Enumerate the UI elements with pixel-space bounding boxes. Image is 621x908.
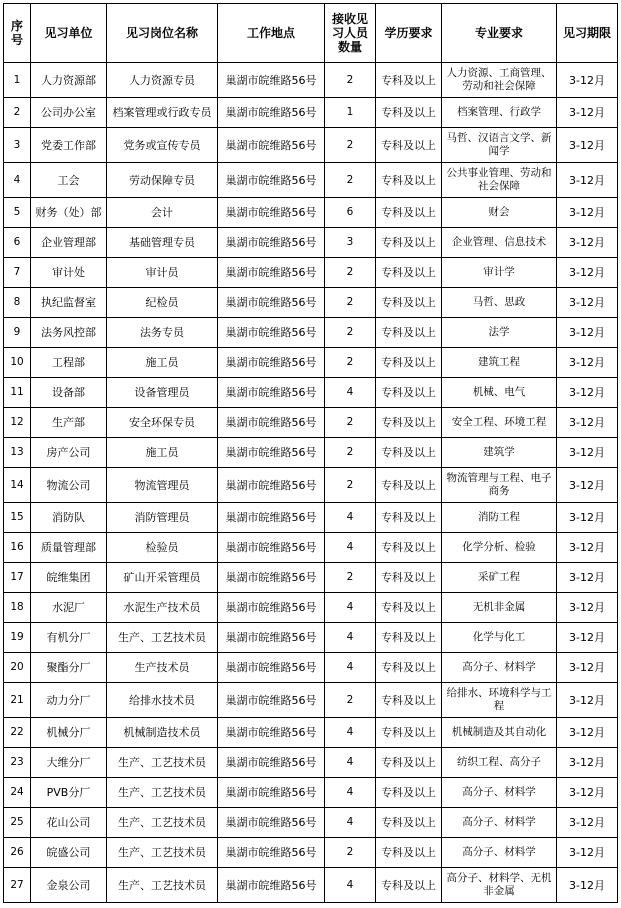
cell-index: 4 <box>4 163 31 198</box>
header-position: 见习岗位名称 <box>107 4 218 63</box>
cell-unit: 皖盛公司 <box>31 838 107 868</box>
cell-location: 巢湖市皖维路56号 <box>218 98 325 128</box>
cell-duration: 3-12月 <box>557 623 618 653</box>
table-row <box>4 748 618 778</box>
cell-duration: 3-12月 <box>557 653 618 683</box>
table-row <box>4 348 618 378</box>
table-row <box>4 778 618 808</box>
cell-quantity: 2 <box>325 408 376 438</box>
cell-duration: 3-12月 <box>557 318 618 348</box>
table-row <box>4 468 618 503</box>
cell-quantity: 4 <box>325 533 376 563</box>
cell-duration: 3-12月 <box>557 748 618 778</box>
cell-education: 专科及以上 <box>376 718 442 748</box>
cell-position: 生产、工艺技术员 <box>107 868 218 903</box>
cell-unit: 审计处 <box>31 258 107 288</box>
cell-location: 巢湖市皖维路56号 <box>218 533 325 563</box>
cell-unit: 机械分厂 <box>31 718 107 748</box>
cell-index: 1 <box>4 63 31 98</box>
table-row <box>4 438 618 468</box>
cell-unit: PVB分厂 <box>31 778 107 808</box>
cell-unit: 财务（处）部 <box>31 198 107 228</box>
cell-position: 人力资源专员 <box>107 63 218 98</box>
cell-major: 马哲、汉语言文学、新闻学 <box>442 128 557 163</box>
cell-position: 纪检员 <box>107 288 218 318</box>
cell-education: 专科及以上 <box>376 593 442 623</box>
cell-quantity: 4 <box>325 748 376 778</box>
cell-duration: 3-12月 <box>557 808 618 838</box>
cell-position: 设备管理员 <box>107 378 218 408</box>
cell-quantity: 4 <box>325 593 376 623</box>
cell-unit: 皖维集团 <box>31 563 107 593</box>
cell-major: 化学分析、检验 <box>442 533 557 563</box>
cell-major: 高分子、材料学 <box>442 808 557 838</box>
cell-duration: 3-12月 <box>557 258 618 288</box>
table-row <box>4 593 618 623</box>
table-row <box>4 653 618 683</box>
cell-index: 9 <box>4 318 31 348</box>
cell-duration: 3-12月 <box>557 348 618 378</box>
cell-major: 企业管理、信息技术 <box>442 228 557 258</box>
cell-location: 巢湖市皖维路56号 <box>218 563 325 593</box>
header-major: 专业要求 <box>442 4 557 63</box>
cell-duration: 3-12月 <box>557 98 618 128</box>
cell-quantity: 4 <box>325 778 376 808</box>
table-row <box>4 838 618 868</box>
table-row <box>4 288 618 318</box>
cell-education: 专科及以上 <box>376 868 442 903</box>
cell-education: 专科及以上 <box>376 63 442 98</box>
cell-position: 生产、工艺技术员 <box>107 623 218 653</box>
cell-education: 专科及以上 <box>376 98 442 128</box>
cell-education: 专科及以上 <box>376 378 442 408</box>
cell-education: 专科及以上 <box>376 653 442 683</box>
cell-index: 13 <box>4 438 31 468</box>
cell-unit: 生产部 <box>31 408 107 438</box>
cell-duration: 3-12月 <box>557 503 618 533</box>
cell-duration: 3-12月 <box>557 378 618 408</box>
cell-index: 3 <box>4 128 31 163</box>
table-row <box>4 718 618 748</box>
cell-index: 7 <box>4 258 31 288</box>
table-row <box>4 533 618 563</box>
cell-index: 22 <box>4 718 31 748</box>
cell-position: 水泥生产技术员 <box>107 593 218 623</box>
cell-major: 审计学 <box>442 258 557 288</box>
cell-location: 巢湖市皖维路56号 <box>218 748 325 778</box>
cell-major: 马哲、思政 <box>442 288 557 318</box>
cell-duration: 3-12月 <box>557 163 618 198</box>
cell-quantity: 4 <box>325 868 376 903</box>
cell-unit: 动力分厂 <box>31 683 107 718</box>
cell-education: 专科及以上 <box>376 468 442 503</box>
header-index: 序号 <box>4 4 31 63</box>
cell-major: 人力资源、工商管理、劳动和社会保障 <box>442 63 557 98</box>
cell-education: 专科及以上 <box>376 563 442 593</box>
cell-education: 专科及以上 <box>376 258 442 288</box>
cell-unit: 执纪监督室 <box>31 288 107 318</box>
cell-index: 25 <box>4 808 31 838</box>
cell-education: 专科及以上 <box>376 163 442 198</box>
cell-index: 5 <box>4 198 31 228</box>
cell-index: 27 <box>4 868 31 903</box>
cell-major: 无机非金属 <box>442 593 557 623</box>
cell-unit: 工会 <box>31 163 107 198</box>
cell-quantity: 2 <box>325 348 376 378</box>
cell-education: 专科及以上 <box>376 408 442 438</box>
header-duration: 见习期限 <box>557 4 618 63</box>
cell-index: 17 <box>4 563 31 593</box>
cell-education: 专科及以上 <box>376 808 442 838</box>
cell-unit: 金泉公司 <box>31 868 107 903</box>
cell-quantity: 4 <box>325 718 376 748</box>
cell-location: 巢湖市皖维路56号 <box>218 228 325 258</box>
cell-duration: 3-12月 <box>557 778 618 808</box>
cell-quantity: 2 <box>325 838 376 868</box>
cell-index: 18 <box>4 593 31 623</box>
cell-duration: 3-12月 <box>557 438 618 468</box>
cell-duration: 3-12月 <box>557 683 618 718</box>
cell-education: 专科及以上 <box>376 623 442 653</box>
cell-education: 专科及以上 <box>376 503 442 533</box>
cell-major: 化学与化工 <box>442 623 557 653</box>
cell-duration: 3-12月 <box>557 288 618 318</box>
cell-duration: 3-12月 <box>557 128 618 163</box>
table-body <box>4 63 618 903</box>
cell-duration: 3-12月 <box>557 868 618 903</box>
cell-major: 建筑学 <box>442 438 557 468</box>
cell-location: 巢湖市皖维路56号 <box>218 683 325 718</box>
header-row <box>4 4 618 63</box>
cell-unit: 企业管理部 <box>31 228 107 258</box>
cell-education: 专科及以上 <box>376 438 442 468</box>
cell-duration: 3-12月 <box>557 718 618 748</box>
cell-position: 矿山开采管理员 <box>107 563 218 593</box>
cell-major: 高分子、材料学、无机非金属 <box>442 868 557 903</box>
cell-position: 生产技术员 <box>107 653 218 683</box>
table-row <box>4 563 618 593</box>
table-row <box>4 98 618 128</box>
cell-location: 巢湖市皖维路56号 <box>218 378 325 408</box>
cell-unit: 消防队 <box>31 503 107 533</box>
cell-education: 专科及以上 <box>376 748 442 778</box>
cell-position: 党务或宣传专员 <box>107 128 218 163</box>
cell-position: 物流管理员 <box>107 468 218 503</box>
cell-unit: 公司办公室 <box>31 98 107 128</box>
cell-position: 基础管理专员 <box>107 228 218 258</box>
cell-location: 巢湖市皖维路56号 <box>218 63 325 98</box>
cell-major: 公共事业管理、劳动和社会保障 <box>442 163 557 198</box>
cell-quantity: 2 <box>325 63 376 98</box>
cell-quantity: 1 <box>325 98 376 128</box>
cell-duration: 3-12月 <box>557 198 618 228</box>
cell-position: 劳动保障专员 <box>107 163 218 198</box>
cell-location: 巢湖市皖维路56号 <box>218 348 325 378</box>
table-row <box>4 623 618 653</box>
cell-duration: 3-12月 <box>557 228 618 258</box>
cell-unit: 设备部 <box>31 378 107 408</box>
cell-location: 巢湖市皖维路56号 <box>218 438 325 468</box>
cell-major: 机械、电气 <box>442 378 557 408</box>
cell-major: 给排水、环境科学与工程 <box>442 683 557 718</box>
cell-index: 24 <box>4 778 31 808</box>
cell-index: 23 <box>4 748 31 778</box>
cell-major: 纺织工程、高分子 <box>442 748 557 778</box>
cell-major: 档案管理、行政学 <box>442 98 557 128</box>
cell-position: 生产、工艺技术员 <box>107 808 218 838</box>
cell-position: 生产、工艺技术员 <box>107 778 218 808</box>
table-row <box>4 258 618 288</box>
cell-unit: 聚酯分厂 <box>31 653 107 683</box>
cell-education: 专科及以上 <box>376 348 442 378</box>
internship-table <box>3 3 618 903</box>
cell-quantity: 4 <box>325 623 376 653</box>
cell-position: 生产、工艺技术员 <box>107 748 218 778</box>
cell-position: 生产、工艺技术员 <box>107 838 218 868</box>
cell-position: 会计 <box>107 198 218 228</box>
cell-unit: 房产公司 <box>31 438 107 468</box>
cell-major: 消防工程 <box>442 503 557 533</box>
cell-position: 检验员 <box>107 533 218 563</box>
cell-unit: 花山公司 <box>31 808 107 838</box>
table-row <box>4 63 618 98</box>
cell-position: 给排水技术员 <box>107 683 218 718</box>
table-row <box>4 868 618 903</box>
cell-index: 10 <box>4 348 31 378</box>
table-row <box>4 378 618 408</box>
cell-position: 施工员 <box>107 348 218 378</box>
cell-position: 施工员 <box>107 438 218 468</box>
table-row <box>4 318 618 348</box>
cell-quantity: 2 <box>325 468 376 503</box>
cell-position: 安全环保专员 <box>107 408 218 438</box>
cell-location: 巢湖市皖维路56号 <box>218 468 325 503</box>
table-row <box>4 408 618 438</box>
cell-major: 法学 <box>442 318 557 348</box>
cell-unit: 工程部 <box>31 348 107 378</box>
cell-location: 巢湖市皖维路56号 <box>218 838 325 868</box>
cell-location: 巢湖市皖维路56号 <box>218 778 325 808</box>
cell-location: 巢湖市皖维路56号 <box>218 318 325 348</box>
cell-location: 巢湖市皖维路56号 <box>218 128 325 163</box>
cell-quantity: 4 <box>325 503 376 533</box>
cell-location: 巢湖市皖维路56号 <box>218 163 325 198</box>
cell-quantity: 2 <box>325 438 376 468</box>
cell-education: 专科及以上 <box>376 318 442 348</box>
cell-major: 高分子、材料学 <box>442 838 557 868</box>
cell-unit: 人力资源部 <box>31 63 107 98</box>
cell-quantity: 3 <box>325 228 376 258</box>
table-row <box>4 808 618 838</box>
cell-location: 巢湖市皖维路56号 <box>218 258 325 288</box>
cell-quantity: 6 <box>325 198 376 228</box>
cell-education: 专科及以上 <box>376 683 442 718</box>
cell-quantity: 2 <box>325 128 376 163</box>
cell-index: 12 <box>4 408 31 438</box>
cell-duration: 3-12月 <box>557 563 618 593</box>
cell-major: 安全工程、环境工程 <box>442 408 557 438</box>
cell-index: 15 <box>4 503 31 533</box>
table-row <box>4 128 618 163</box>
cell-index: 11 <box>4 378 31 408</box>
cell-quantity: 2 <box>325 563 376 593</box>
cell-location: 巢湖市皖维路56号 <box>218 288 325 318</box>
table-row <box>4 198 618 228</box>
header-education: 学历要求 <box>376 4 442 63</box>
cell-major: 高分子、材料学 <box>442 653 557 683</box>
cell-unit: 大维分厂 <box>31 748 107 778</box>
cell-location: 巢湖市皖维路56号 <box>218 808 325 838</box>
cell-unit: 党委工作部 <box>31 128 107 163</box>
cell-position: 档案管理或行政专员 <box>107 98 218 128</box>
cell-quantity: 2 <box>325 318 376 348</box>
header-quantity: 接收见习人员数量 <box>325 4 376 63</box>
cell-duration: 3-12月 <box>557 593 618 623</box>
cell-index: 21 <box>4 683 31 718</box>
cell-major: 机械制造及其自动化 <box>442 718 557 748</box>
cell-unit: 法务风控部 <box>31 318 107 348</box>
cell-location: 巢湖市皖维路56号 <box>218 198 325 228</box>
cell-index: 14 <box>4 468 31 503</box>
cell-location: 巢湖市皖维路56号 <box>218 653 325 683</box>
cell-duration: 3-12月 <box>557 838 618 868</box>
table-row <box>4 503 618 533</box>
cell-quantity: 2 <box>325 258 376 288</box>
cell-location: 巢湖市皖维路56号 <box>218 408 325 438</box>
cell-duration: 3-12月 <box>557 408 618 438</box>
cell-quantity: 2 <box>325 288 376 318</box>
cell-major: 财会 <box>442 198 557 228</box>
cell-quantity: 4 <box>325 653 376 683</box>
cell-duration: 3-12月 <box>557 533 618 563</box>
cell-position: 法务专员 <box>107 318 218 348</box>
cell-quantity: 4 <box>325 378 376 408</box>
cell-education: 专科及以上 <box>376 128 442 163</box>
cell-location: 巢湖市皖维路56号 <box>218 868 325 903</box>
cell-unit: 水泥厂 <box>31 593 107 623</box>
cell-education: 专科及以上 <box>376 288 442 318</box>
cell-position: 审计员 <box>107 258 218 288</box>
cell-location: 巢湖市皖维路56号 <box>218 623 325 653</box>
cell-major: 物流管理与工程、电子商务 <box>442 468 557 503</box>
cell-location: 巢湖市皖维路56号 <box>218 718 325 748</box>
cell-unit: 质量管理部 <box>31 533 107 563</box>
cell-quantity: 2 <box>325 163 376 198</box>
cell-position: 消防管理员 <box>107 503 218 533</box>
table-row <box>4 228 618 258</box>
cell-unit: 有机分厂 <box>31 623 107 653</box>
cell-unit: 物流公司 <box>31 468 107 503</box>
cell-position: 机械制造技术员 <box>107 718 218 748</box>
cell-duration: 3-12月 <box>557 63 618 98</box>
cell-index: 19 <box>4 623 31 653</box>
cell-education: 专科及以上 <box>376 778 442 808</box>
cell-education: 专科及以上 <box>376 533 442 563</box>
cell-education: 专科及以上 <box>376 228 442 258</box>
table-row <box>4 683 618 718</box>
cell-duration: 3-12月 <box>557 468 618 503</box>
cell-location: 巢湖市皖维路56号 <box>218 503 325 533</box>
cell-index: 26 <box>4 838 31 868</box>
cell-index: 6 <box>4 228 31 258</box>
header-location: 工作地点 <box>218 4 325 63</box>
cell-major: 高分子、材料学 <box>442 778 557 808</box>
header-unit: 见习单位 <box>31 4 107 63</box>
table-row <box>4 163 618 198</box>
cell-education: 专科及以上 <box>376 198 442 228</box>
cell-location: 巢湖市皖维路56号 <box>218 593 325 623</box>
cell-index: 8 <box>4 288 31 318</box>
cell-major: 建筑工程 <box>442 348 557 378</box>
cell-index: 2 <box>4 98 31 128</box>
cell-index: 20 <box>4 653 31 683</box>
cell-major: 采矿工程 <box>442 563 557 593</box>
cell-quantity: 2 <box>325 683 376 718</box>
cell-education: 专科及以上 <box>376 838 442 868</box>
cell-quantity: 4 <box>325 808 376 838</box>
cell-index: 16 <box>4 533 31 563</box>
